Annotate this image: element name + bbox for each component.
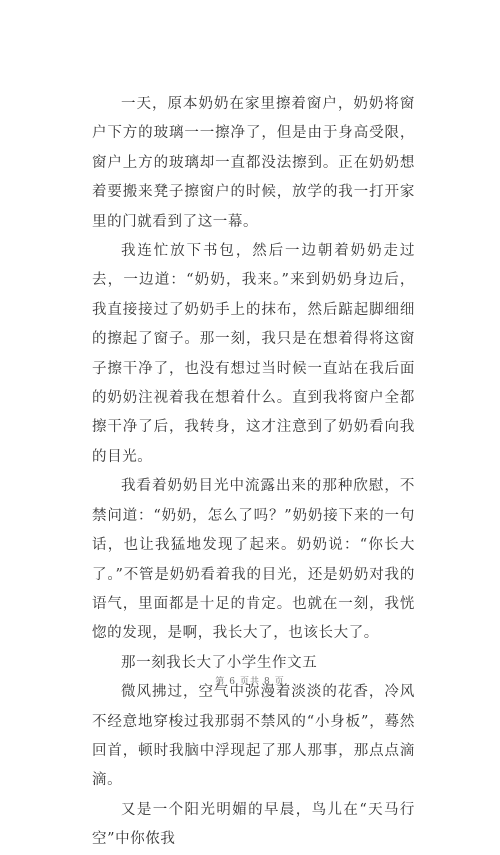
footer-total-pages: 8 — [264, 677, 271, 687]
footer-suffix: 页 — [274, 677, 285, 687]
footer-prefix: 第 — [215, 677, 226, 687]
paragraph-3: 我看着奶奶目光中流露出来的那种欣慰，不禁问道：“奶奶，怎么了吗？”奶奶接下来的一句话，也让我猛地发现了起来。奶奶说：“你长大了。”不管是奶奶看着我的目光，还是奶奶对我的语气，里面都是十足的肯定。也就在一刻，我恍惚的发现，是啊，我长大了，也该长大了。 — [92, 478, 415, 642]
paragraph-5: 又是一个阳光明媚的早晨，鸟儿在“天马行空”中你侬我 — [92, 801, 415, 848]
document-body — [92, 90, 415, 855]
footer-middle: 页共 — [239, 677, 260, 687]
paragraph-1: 一天，原本奶奶在家里擦着窗户，奶奶将窗户下方的玻璃一一擦净了，但是由于身高受限，窗户上方的玻璃却一直都没法擦到。正在奶奶想着要搬来凳子擦窗户的时候，放学的我一打开家里的门就看到了这一幕。 — [92, 96, 415, 230]
paragraph-2: 我连忙放下书包，然后一边朝着奶奶走过去，一边道：“奶奶，我来。”来到奶奶身边后，我直接接过了奶奶手上的抹布，然后踮起脚细细的擦起了窗子。那一刻，我只是在想着得将这窗子擦干净了，也没有想过当时候一直站在我后面的奶奶注视着我在想着什么。直到我将窗户全都擦干净了后，我转身，这才注意到了奶奶看向我的目光。 — [92, 243, 415, 465]
footer-current-page: 6 — [229, 677, 236, 687]
page-footer — [0, 674, 500, 687]
paragraph-4: 微风拂过，空气中弥漫着淡淡的花香，冷风不经意地穿梭过我那弱不禁风的“小身板”，蓦然回首，顿时我脑中浮现起了那人那事，那点点滴滴。 — [92, 684, 415, 789]
section-heading: 那一刻我长大了小学生作文五 — [121, 654, 318, 671]
